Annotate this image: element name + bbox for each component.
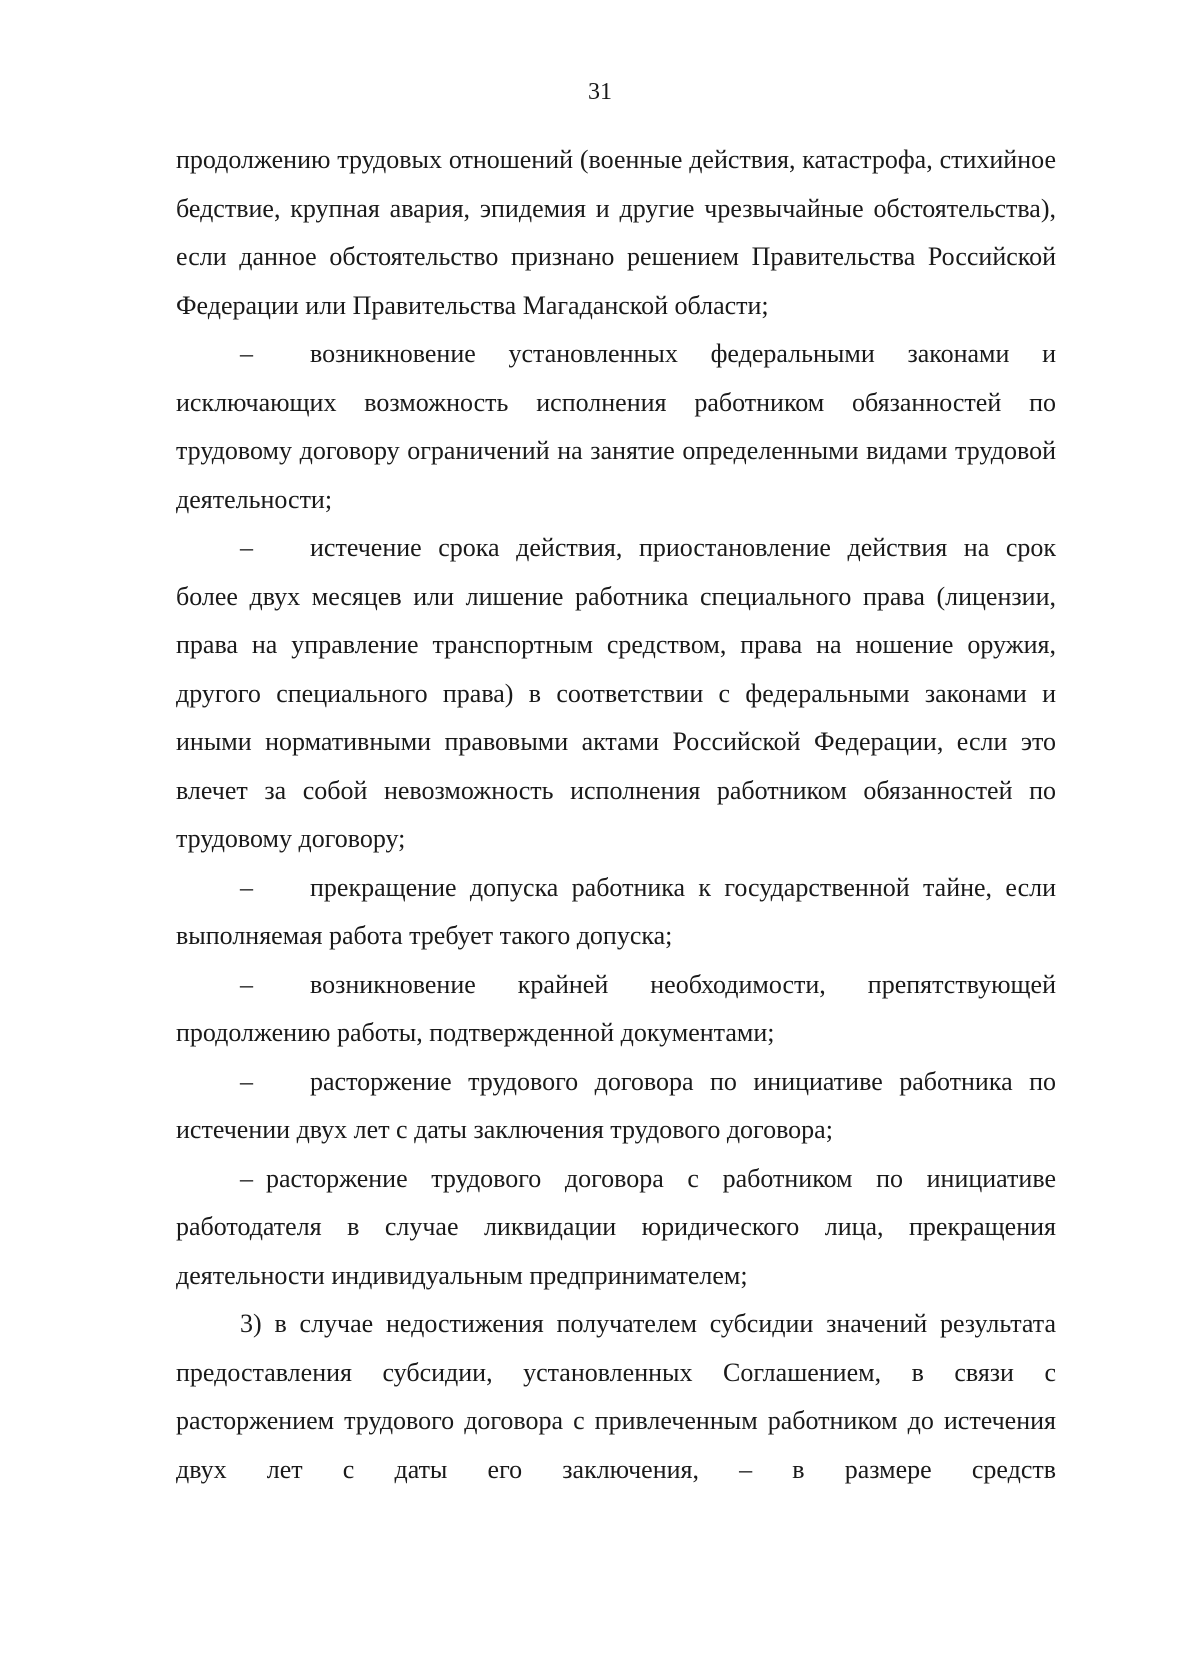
document-body (176, 136, 1056, 1494)
list-item-text: прекращение допуска работника к государственной тайне, если выполняемая работа требует такого допуска; (176, 872, 1056, 950)
list-item-text: расторжение трудового договора с работником по инициативе работодателя в случае ликвидации юридического лица, прекращения деятельности индивидуальным предпринимателем; (176, 1163, 1056, 1290)
numbered-paragraph: 3) в случае недостижения получателем субсидии значений результата предоставления субсидии, установленных Соглашением, в связи с расторжением трудового договора с привлеченным работником до истечения двух лет с даты его заключения, – в размере средств (176, 1309, 1056, 1484)
list-item (176, 524, 1056, 864)
list-dash: – (240, 872, 253, 902)
list-dash: – (240, 533, 253, 562)
list-item-text: возникновение крайней необходимости, препятствующей продолжению работы, подтвержденной документами; (176, 969, 1056, 1047)
list-dash: – (240, 339, 253, 368)
list-item-text: возникновение установленных федеральными законами и исключающих возможность исполнения работником обязанностей по трудовому договору ограничений на занятие определенными видами трудовой деятельности; (176, 339, 1056, 514)
paragraph-continuation: продолжению трудовых отношений (военные действия, катастрофа, стихийное бедствие, крупная авария, эпидемия и другие чрезвычайные обстоятельства), если данное обстоятельство признано решением Правительства Российской Федерации или Правительства Магаданской области; (176, 145, 1056, 320)
list-dash: – (240, 1066, 253, 1096)
list-item (176, 1058, 1056, 1155)
list-item (176, 1155, 1056, 1301)
list-item (176, 330, 1056, 524)
list-item-text: расторжение трудового договора по инициативе работника по истечении двух лет с даты заключения трудового договора; (176, 1066, 1056, 1144)
list-item (176, 864, 1056, 961)
list-dash: – (240, 1163, 253, 1193)
list-item-text: истечение срока действия, приостановление действия на срок более двух месяцев или лишение работника специального права (лицензии, права на управление транспортным средством, права на ношение оружия, другого специального права) в соответствии с федеральными законами и иными нормативными правовыми актами Российской Федерации, если это влечет за собой невозможность исполнения работником обязанностей по трудовому договору; (176, 533, 1056, 853)
list-item (176, 961, 1056, 1058)
list-dash: – (240, 969, 253, 999)
page-number: 31 (588, 79, 612, 105)
